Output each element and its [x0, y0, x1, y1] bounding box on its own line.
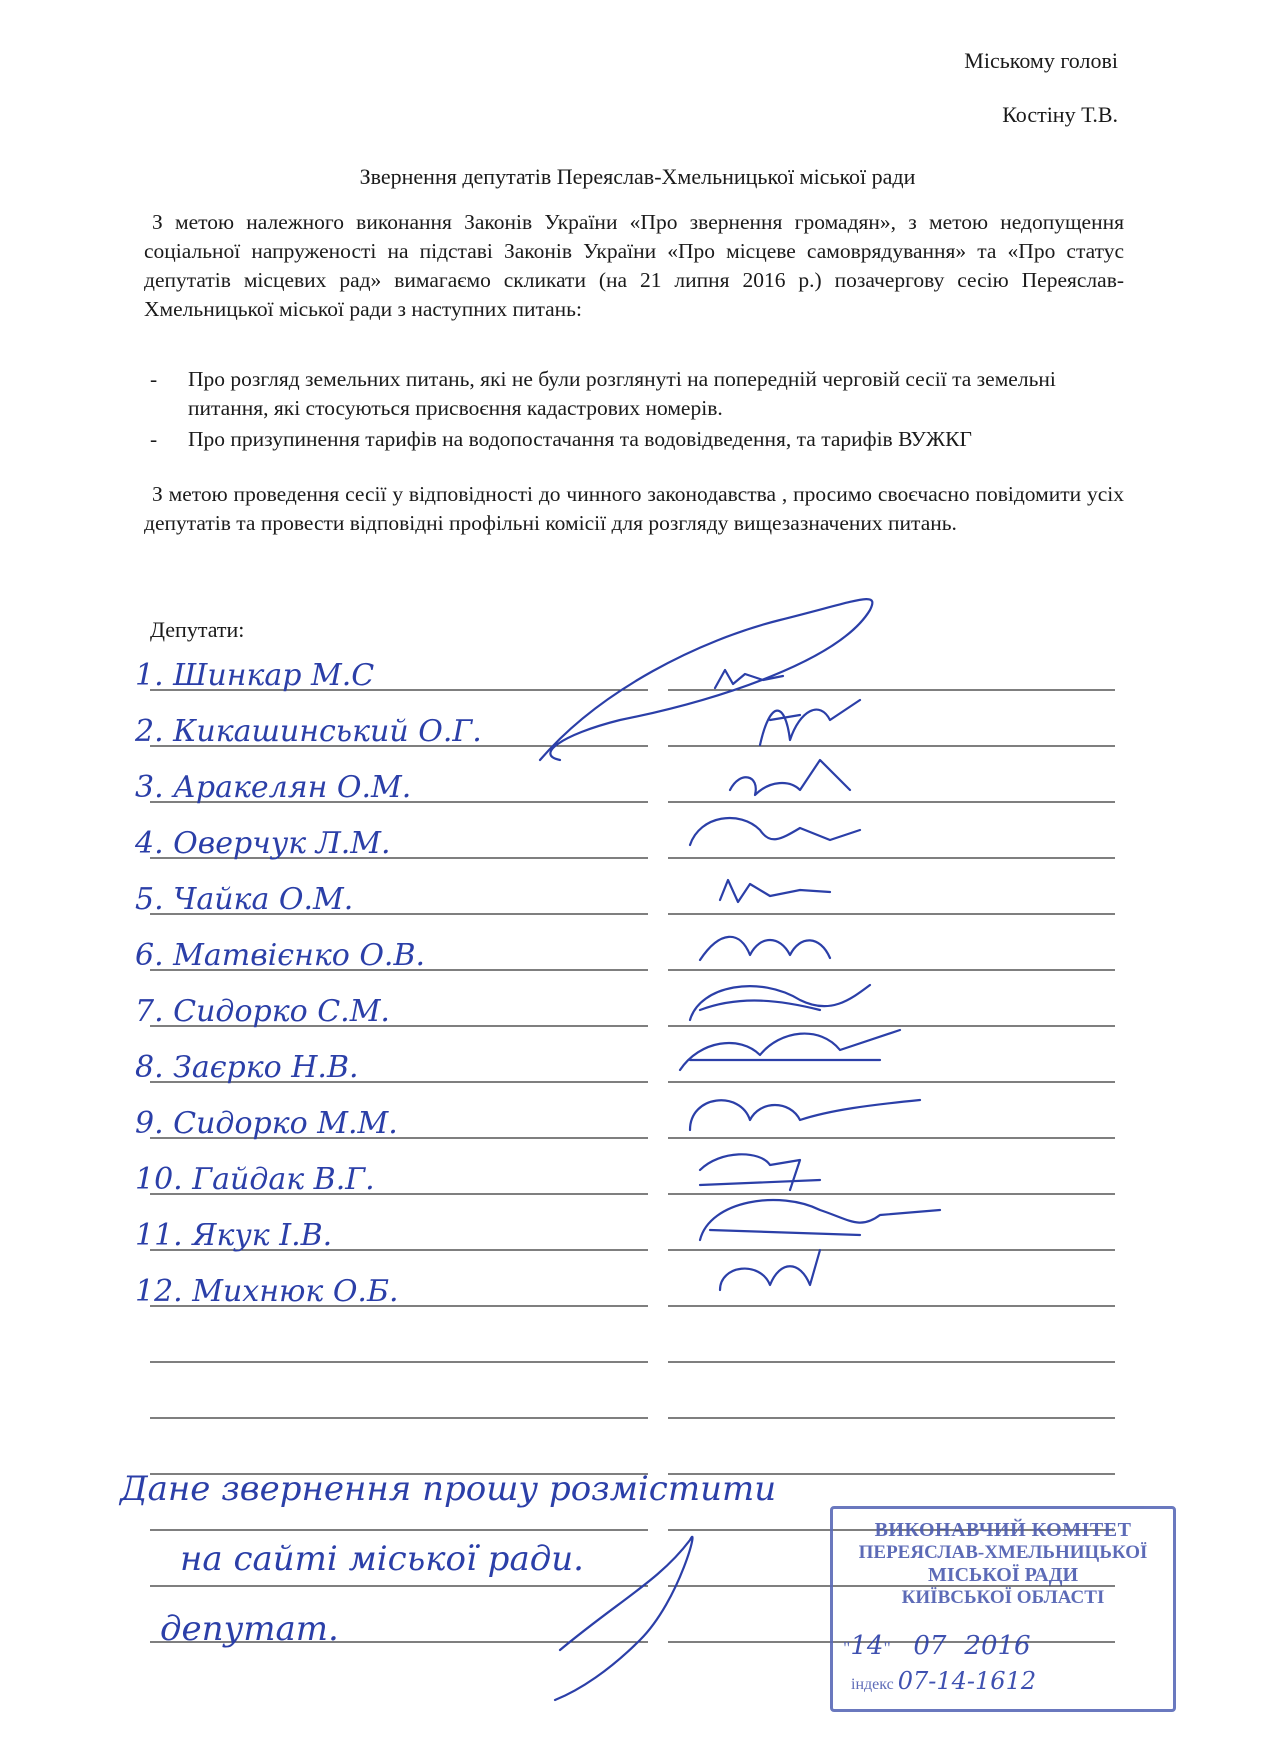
deputy-name-7: 7. Сидорко С.М. — [135, 994, 390, 1029]
agenda-item-text: Про розгляд земельних питань, які не були розглянуті на попередній черговій сесії та земельні питання, які стосуються присвоєння кадастрових номерів. — [188, 367, 1056, 420]
signature-12 — [720, 1250, 820, 1290]
stamp-line-3: МІСЬКОЇ РАДИ — [927, 1564, 1079, 1586]
signature-2 — [760, 700, 860, 745]
signature-4 — [690, 818, 860, 845]
deputy-name-11: 11. Якук І.В. — [135, 1218, 333, 1253]
resolution-line-1: Дане звернення прошу розмістити — [120, 1469, 777, 1509]
list-dash: - — [150, 367, 158, 391]
document-title: Звернення депутатів Переяслав-Хмельницької міської ради — [359, 164, 916, 189]
resolution-line-3: депутат. — [160, 1609, 339, 1649]
registration-stamp — [830, 1506, 1176, 1712]
deputy-name-3: 3. Аракелян О.М. — [135, 770, 412, 805]
deputy-name-4: 4. Оверчук Л.М. — [135, 826, 391, 861]
addressee-name: Костіну Т.В. — [1002, 102, 1118, 127]
resolution-line-2: на сайті міської ради. — [180, 1539, 584, 1579]
stamp-line-1: ВИКОНАВЧИЙ КОМІТЕТ — [874, 1519, 1132, 1541]
signature-8 — [680, 1030, 900, 1070]
deputy-name-12: 12. Михнюк О.Б. — [135, 1274, 399, 1309]
signature-3 — [730, 760, 850, 795]
deputy-name-9: 9. Сидорко М.М. — [135, 1106, 398, 1141]
signature-5 — [720, 880, 830, 902]
stamp-line-2: ПЕРЕЯСЛАВ-ХМЕЛЬНИЦЬКОЇ — [858, 1542, 1148, 1563]
stamp-day: 14 — [850, 1631, 884, 1661]
addressee-title: Міському голові — [964, 48, 1118, 73]
agenda-item-text: Про призупинення тарифів на водопостачання та водовідведення, та тарифів ВУЖКГ — [188, 427, 972, 451]
stamp-date-row: "14" 07 2016 — [843, 1631, 1031, 1661]
stamp-index-row — [851, 1667, 1171, 1695]
deputy-name-2: 2. Кикашинський О.Г. — [135, 714, 482, 749]
handwritten-names — [134, 658, 482, 1309]
list-dash: - — [150, 427, 158, 451]
stamp-index-value: 07-14-1612 — [897, 1667, 1037, 1695]
stamp-month: 07 — [913, 1631, 947, 1661]
stamp-year: 2016 — [964, 1631, 1031, 1661]
deputies-label: Депутати: — [150, 617, 245, 642]
signature-6 — [700, 937, 830, 960]
deputy-name-6: 6. Матвієнко О.В. — [135, 938, 426, 973]
handwritten-resolution — [118, 1469, 776, 1649]
signature-11 — [700, 1200, 940, 1240]
deputy-name-10: 10. Гайдак В.Г. — [135, 1162, 375, 1197]
stamp-line-4: КИЇВСЬКОЇ ОБЛАСТІ — [901, 1587, 1105, 1608]
body-paragraph-1: З метою належного виконання Законів України «Про звернення громадян», з метою недопущення соціальної напруженості на підставі Законів України «Про місцеве самоврядування» та «Про статус депутатів місцевих рад» вимагаємо скликати (на 21 липня 2016 р.) позачергову сесію Переяслав-Хмельницької міської ради з наступних питань: — [144, 210, 1124, 321]
signature-large-loop — [540, 599, 872, 760]
deputy-name-5: 5. Чайка О.М. — [135, 882, 354, 917]
deputy-name-1: 1. Шинкар М.С — [135, 658, 375, 693]
body-paragraph-2: З метою проведення сесії у відповідності до чинного законодавства , просимо своєчасно повідомити усіх депутатів та провести відповідні профільні комісії для розгляду вищезазначених питань. — [144, 482, 1124, 535]
signature-10 — [700, 1154, 820, 1190]
stamp-index-label: індекс — [851, 1676, 894, 1693]
deputy-name-8: 8. Заєрко Н.В. — [135, 1050, 359, 1085]
signature-9 — [690, 1100, 920, 1130]
signature-7 — [690, 985, 870, 1020]
